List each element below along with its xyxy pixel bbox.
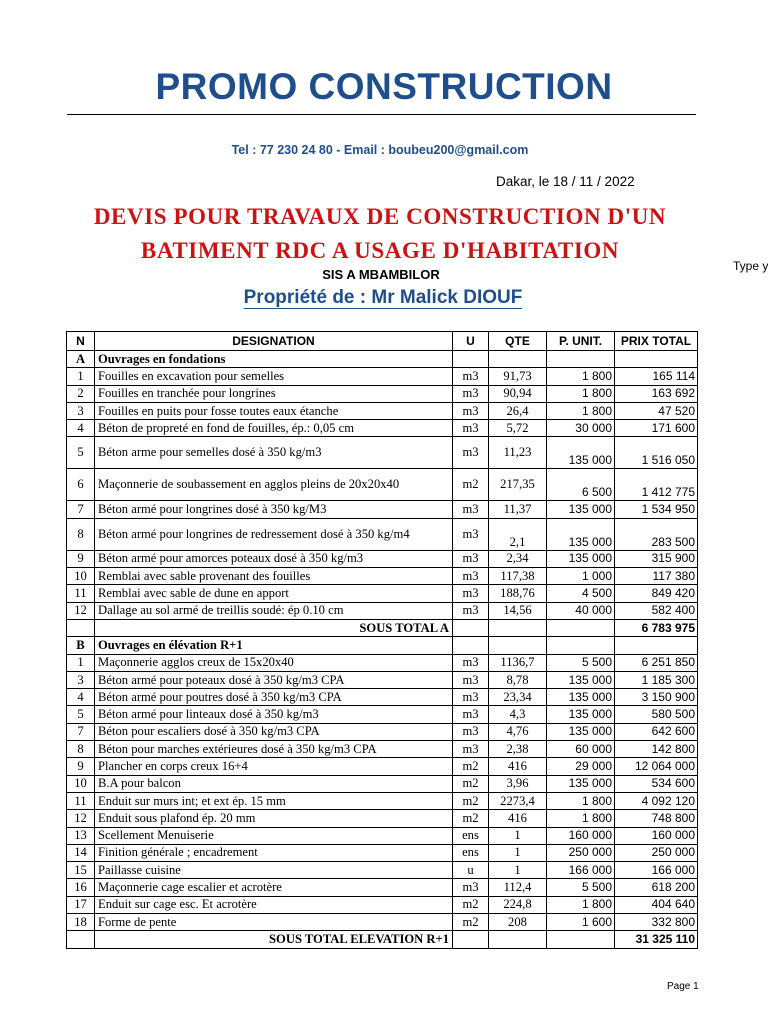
item-total-price: 3 150 900 <box>615 689 698 706</box>
table-row <box>67 437 698 469</box>
item-quantity: 2,1 <box>489 518 547 550</box>
item-unit: m3 <box>453 602 489 619</box>
item-unit: m2 <box>453 469 489 501</box>
item-designation: Béton armé pour longrines de redressement dosé à 350 kg/m4 <box>95 518 453 550</box>
table-row <box>67 420 698 437</box>
item-designation: Remblai avec sable de dune en apport <box>95 585 453 602</box>
item-total-price: 332 800 <box>615 914 698 931</box>
table-row <box>67 896 698 913</box>
item-total-price: 1 412 775 <box>615 469 698 501</box>
item-unit: m3 <box>453 402 489 419</box>
item-number: 15 <box>67 862 95 879</box>
item-quantity: 90,94 <box>489 385 547 402</box>
item-quantity: 1 <box>489 844 547 861</box>
subtotal-value: 31 325 110 <box>615 931 698 948</box>
item-quantity: 117,38 <box>489 568 547 585</box>
item-designation: Finition générale ; encadrement <box>95 844 453 861</box>
item-quantity: 8,78 <box>489 671 547 688</box>
item-number: 1 <box>67 368 95 385</box>
item-total-price: 165 114 <box>615 368 698 385</box>
table-row <box>67 741 698 758</box>
item-unit: m2 <box>453 896 489 913</box>
company-title: PROMO CONSTRUCTION <box>155 66 613 107</box>
item-quantity: 1 <box>489 827 547 844</box>
item-unit-price: 1 000 <box>547 568 615 585</box>
item-designation: Béton pour escaliers dosé à 350 kg/m3 CPA <box>95 723 453 740</box>
table-row <box>67 689 698 706</box>
item-unit: m3 <box>453 385 489 402</box>
item-unit: m3 <box>453 723 489 740</box>
subtotal-row-a <box>67 619 698 636</box>
item-unit-price: 4 500 <box>547 585 615 602</box>
item-quantity: 2,38 <box>489 741 547 758</box>
item-number: 9 <box>67 550 95 567</box>
item-number: 4 <box>67 420 95 437</box>
item-designation: Maçonnerie de soubassement en agglos pleins de 20x20x40 <box>95 469 453 501</box>
item-quantity: 188,76 <box>489 585 547 602</box>
item-unit: m3 <box>453 518 489 550</box>
title-divider <box>67 114 696 115</box>
table-row <box>67 706 698 723</box>
item-unit: ens <box>453 844 489 861</box>
item-number: 11 <box>67 585 95 602</box>
devis-title-line-2: BATIMENT RDC A USAGE D'HABITATION <box>140 238 620 263</box>
item-number: 6 <box>67 469 95 501</box>
item-unit-price: 1 600 <box>547 914 615 931</box>
item-total-price: 117 380 <box>615 568 698 585</box>
item-unit: m3 <box>453 550 489 567</box>
col-header-unit-price: P. UNIT. <box>547 332 615 351</box>
item-unit: m3 <box>453 879 489 896</box>
item-quantity: 4,3 <box>489 706 547 723</box>
side-note: Type y <box>733 259 768 273</box>
item-unit-price: 6 500 <box>547 469 615 501</box>
item-quantity: 4,76 <box>489 723 547 740</box>
item-total-price: 404 640 <box>615 896 698 913</box>
item-number: 5 <box>67 437 95 469</box>
item-unit-price: 5 500 <box>547 879 615 896</box>
item-designation: Béton armé pour longrines dosé à 350 kg/M3 <box>95 501 453 518</box>
item-total-price: 315 900 <box>615 550 698 567</box>
item-number: 4 <box>67 689 95 706</box>
table-row <box>67 671 698 688</box>
item-unit: m2 <box>453 758 489 775</box>
item-unit-price: 1 800 <box>547 368 615 385</box>
table-header-row <box>67 332 698 351</box>
subtotal-value: 6 783 975 <box>615 619 698 636</box>
item-unit-price: 1 800 <box>547 402 615 419</box>
item-unit: m3 <box>453 585 489 602</box>
item-number: 14 <box>67 844 95 861</box>
item-quantity: 416 <box>489 810 547 827</box>
item-number: 18 <box>67 914 95 931</box>
item-unit: m3 <box>453 420 489 437</box>
item-number: 10 <box>67 775 95 792</box>
table-row <box>67 792 698 809</box>
item-unit-price: 135 000 <box>547 518 615 550</box>
item-designation: Scellement Menuiserie <box>95 827 453 844</box>
item-unit: ens <box>453 827 489 844</box>
item-unit: m3 <box>453 368 489 385</box>
table-row <box>67 810 698 827</box>
owner-text: Propriété de : Mr Malick DIOUF <box>243 287 523 308</box>
item-total-price: 1 534 950 <box>615 501 698 518</box>
col-header-n: N <box>67 332 95 351</box>
item-total-price: 166 000 <box>615 862 698 879</box>
quote-table <box>66 331 698 949</box>
col-header-designation: DESIGNATION <box>95 332 453 351</box>
table-row <box>67 723 698 740</box>
item-unit: m3 <box>453 437 489 469</box>
item-total-price: 534 600 <box>615 775 698 792</box>
item-unit-price: 1 800 <box>547 385 615 402</box>
section-row-a <box>67 351 698 368</box>
table-row <box>67 879 698 896</box>
item-unit-price: 135 000 <box>547 775 615 792</box>
item-quantity: 3,96 <box>489 775 547 792</box>
item-quantity: 1136,7 <box>489 654 547 671</box>
item-unit-price: 135 000 <box>547 550 615 567</box>
table-row <box>67 501 698 518</box>
table-row <box>67 654 698 671</box>
item-number: 3 <box>67 671 95 688</box>
item-unit-price: 135 000 <box>547 437 615 469</box>
item-unit: m2 <box>453 775 489 792</box>
subtotal-label: SOUS TOTAL A <box>95 619 453 636</box>
item-unit: m3 <box>453 501 489 518</box>
item-designation: Béton de propreté en fond de fouilles, ép.: 0,05 cm <box>95 420 453 437</box>
item-total-price: 160 000 <box>615 827 698 844</box>
project-location: SIS A MBAMBILOR <box>322 267 440 282</box>
item-total-price: 250 000 <box>615 844 698 861</box>
item-designation: Paillasse cuisine <box>95 862 453 879</box>
section-row-b <box>67 637 698 654</box>
item-designation: Forme de pente <box>95 914 453 931</box>
item-designation: Béton armé pour amorces poteaux dosé à 350 kg/m3 <box>95 550 453 567</box>
item-unit: m3 <box>453 671 489 688</box>
item-unit: m2 <box>453 792 489 809</box>
item-number: 7 <box>67 501 95 518</box>
item-unit-price: 135 000 <box>547 689 615 706</box>
item-unit-price: 1 800 <box>547 810 615 827</box>
item-unit-price: 40 000 <box>547 602 615 619</box>
item-quantity: 11,37 <box>489 501 547 518</box>
subtotal-row-b <box>67 931 698 948</box>
item-number: 11 <box>67 792 95 809</box>
section-title: Ouvrages en élévation R+1 <box>95 637 453 654</box>
item-unit-price: 135 000 <box>547 706 615 723</box>
item-designation: Plancher en corps creux 16+4 <box>95 758 453 775</box>
item-quantity: 2,34 <box>489 550 547 567</box>
table-row <box>67 775 698 792</box>
table-row <box>67 568 698 585</box>
item-unit-price: 5 500 <box>547 654 615 671</box>
table-body <box>67 351 698 949</box>
item-unit: m3 <box>453 706 489 723</box>
item-designation: Maçonnerie cage escalier et acrotère <box>95 879 453 896</box>
item-number: 9 <box>67 758 95 775</box>
item-quantity: 416 <box>489 758 547 775</box>
owner-line <box>0 287 766 309</box>
subtotal-label: SOUS TOTAL ELEVATION R+1 <box>95 931 453 948</box>
col-header-qte: QTE <box>489 332 547 351</box>
table-row <box>67 518 698 550</box>
item-designation: Dallage au sol armé de treillis soudé: ép 0.10 cm <box>95 602 453 619</box>
item-unit: m3 <box>453 568 489 585</box>
item-quantity: 217,35 <box>489 469 547 501</box>
item-unit-price: 29 000 <box>547 758 615 775</box>
item-total-price: 580 500 <box>615 706 698 723</box>
table-row <box>67 758 698 775</box>
col-header-unit: U <box>453 332 489 351</box>
item-unit-price: 135 000 <box>547 723 615 740</box>
item-quantity: 224,8 <box>489 896 547 913</box>
item-designation: Remblai avec sable provenant des fouilles <box>95 568 453 585</box>
item-quantity: 14,56 <box>489 602 547 619</box>
table-row <box>67 914 698 931</box>
item-designation: Enduit sur murs int; et ext ép. 15 mm <box>95 792 453 809</box>
item-total-price: 283 500 <box>615 518 698 550</box>
item-total-price: 163 692 <box>615 385 698 402</box>
table-row <box>67 602 698 619</box>
table-row <box>67 385 698 402</box>
devis-title-line-1: DEVIS POUR TRAVAUX DE CONSTRUCTION D'UN <box>93 204 667 229</box>
item-unit-price: 1 800 <box>547 792 615 809</box>
item-quantity: 208 <box>489 914 547 931</box>
item-designation: Béton armé pour poutres dosé à 350 kg/m3 CPA <box>95 689 453 706</box>
item-quantity: 1 <box>489 862 547 879</box>
section-letter: A <box>67 351 95 368</box>
item-total-price: 1 516 050 <box>615 437 698 469</box>
item-quantity: 23,34 <box>489 689 547 706</box>
item-number: 12 <box>67 810 95 827</box>
item-unit: m3 <box>453 741 489 758</box>
item-number: 2 <box>67 385 95 402</box>
document-date: Dakar, le 18 / 11 / 2022 <box>496 174 635 189</box>
item-number: 3 <box>67 402 95 419</box>
item-quantity: 2273,4 <box>489 792 547 809</box>
section-title: Ouvrages en fondations <box>95 351 453 368</box>
item-total-price: 4 092 120 <box>615 792 698 809</box>
item-quantity: 11,23 <box>489 437 547 469</box>
item-designation: Béton pour marches extérieures dosé à 350 kg/m3 CPA <box>95 741 453 758</box>
item-number: 8 <box>67 741 95 758</box>
item-quantity: 112,4 <box>489 879 547 896</box>
item-number: 7 <box>67 723 95 740</box>
item-total-price: 748 800 <box>615 810 698 827</box>
item-designation: Béton armé pour linteaux dosé à 350 kg/m3 <box>95 706 453 723</box>
item-unit: m2 <box>453 914 489 931</box>
item-unit-price: 135 000 <box>547 501 615 518</box>
table-row <box>67 827 698 844</box>
item-designation: Fouilles en tranchée pour longrines <box>95 385 453 402</box>
table-row <box>67 862 698 879</box>
contact-line: Tel : 77 230 24 80 - Email : boubeu200@gmail.com <box>231 143 529 157</box>
item-designation: Enduit sous plafond ép. 20 mm <box>95 810 453 827</box>
item-number: 16 <box>67 879 95 896</box>
table-row <box>67 550 698 567</box>
table-row <box>67 585 698 602</box>
item-quantity: 26,4 <box>489 402 547 419</box>
item-unit-price: 1 800 <box>547 896 615 913</box>
item-designation: Maçonnerie agglos creux de 15x20x40 <box>95 654 453 671</box>
table-row <box>67 368 698 385</box>
item-designation: Fouilles en excavation pour semelles <box>95 368 453 385</box>
item-unit-price: 250 000 <box>547 844 615 861</box>
table-row <box>67 402 698 419</box>
item-unit: m2 <box>453 810 489 827</box>
col-header-total-price: PRIX TOTAL <box>615 332 698 351</box>
item-unit-price: 30 000 <box>547 420 615 437</box>
item-designation: Béton armé pour poteaux dosé à 350 kg/m3 CPA <box>95 671 453 688</box>
item-quantity: 5,72 <box>489 420 547 437</box>
item-quantity: 91,73 <box>489 368 547 385</box>
item-number: 17 <box>67 896 95 913</box>
item-total-price: 142 800 <box>615 741 698 758</box>
item-total-price: 12 064 000 <box>615 758 698 775</box>
item-designation: Enduit sur cage esc. Et acrotère <box>95 896 453 913</box>
item-designation: B.A pour balcon <box>95 775 453 792</box>
item-total-price: 582 400 <box>615 602 698 619</box>
item-total-price: 618 200 <box>615 879 698 896</box>
page-number: Page 1 <box>667 981 699 992</box>
item-number: 12 <box>67 602 95 619</box>
item-unit: m3 <box>453 654 489 671</box>
item-total-price: 1 185 300 <box>615 671 698 688</box>
item-unit-price: 160 000 <box>547 827 615 844</box>
item-unit-price: 60 000 <box>547 741 615 758</box>
item-number: 8 <box>67 518 95 550</box>
section-letter: B <box>67 637 95 654</box>
item-total-price: 171 600 <box>615 420 698 437</box>
item-designation: Béton arme pour semelles dosé à 350 kg/m3 <box>95 437 453 469</box>
item-total-price: 642 600 <box>615 723 698 740</box>
item-unit: u <box>453 862 489 879</box>
item-unit-price: 135 000 <box>547 671 615 688</box>
item-number: 13 <box>67 827 95 844</box>
item-total-price: 6 251 850 <box>615 654 698 671</box>
item-total-price: 47 520 <box>615 402 698 419</box>
item-unit: m3 <box>453 689 489 706</box>
table-row <box>67 844 698 861</box>
item-total-price: 849 420 <box>615 585 698 602</box>
item-number: 1 <box>67 654 95 671</box>
item-unit-price: 166 000 <box>547 862 615 879</box>
table-row <box>67 469 698 501</box>
item-designation: Fouilles en puits pour fosse toutes eaux étanche <box>95 402 453 419</box>
item-number: 5 <box>67 706 95 723</box>
item-number: 10 <box>67 568 95 585</box>
